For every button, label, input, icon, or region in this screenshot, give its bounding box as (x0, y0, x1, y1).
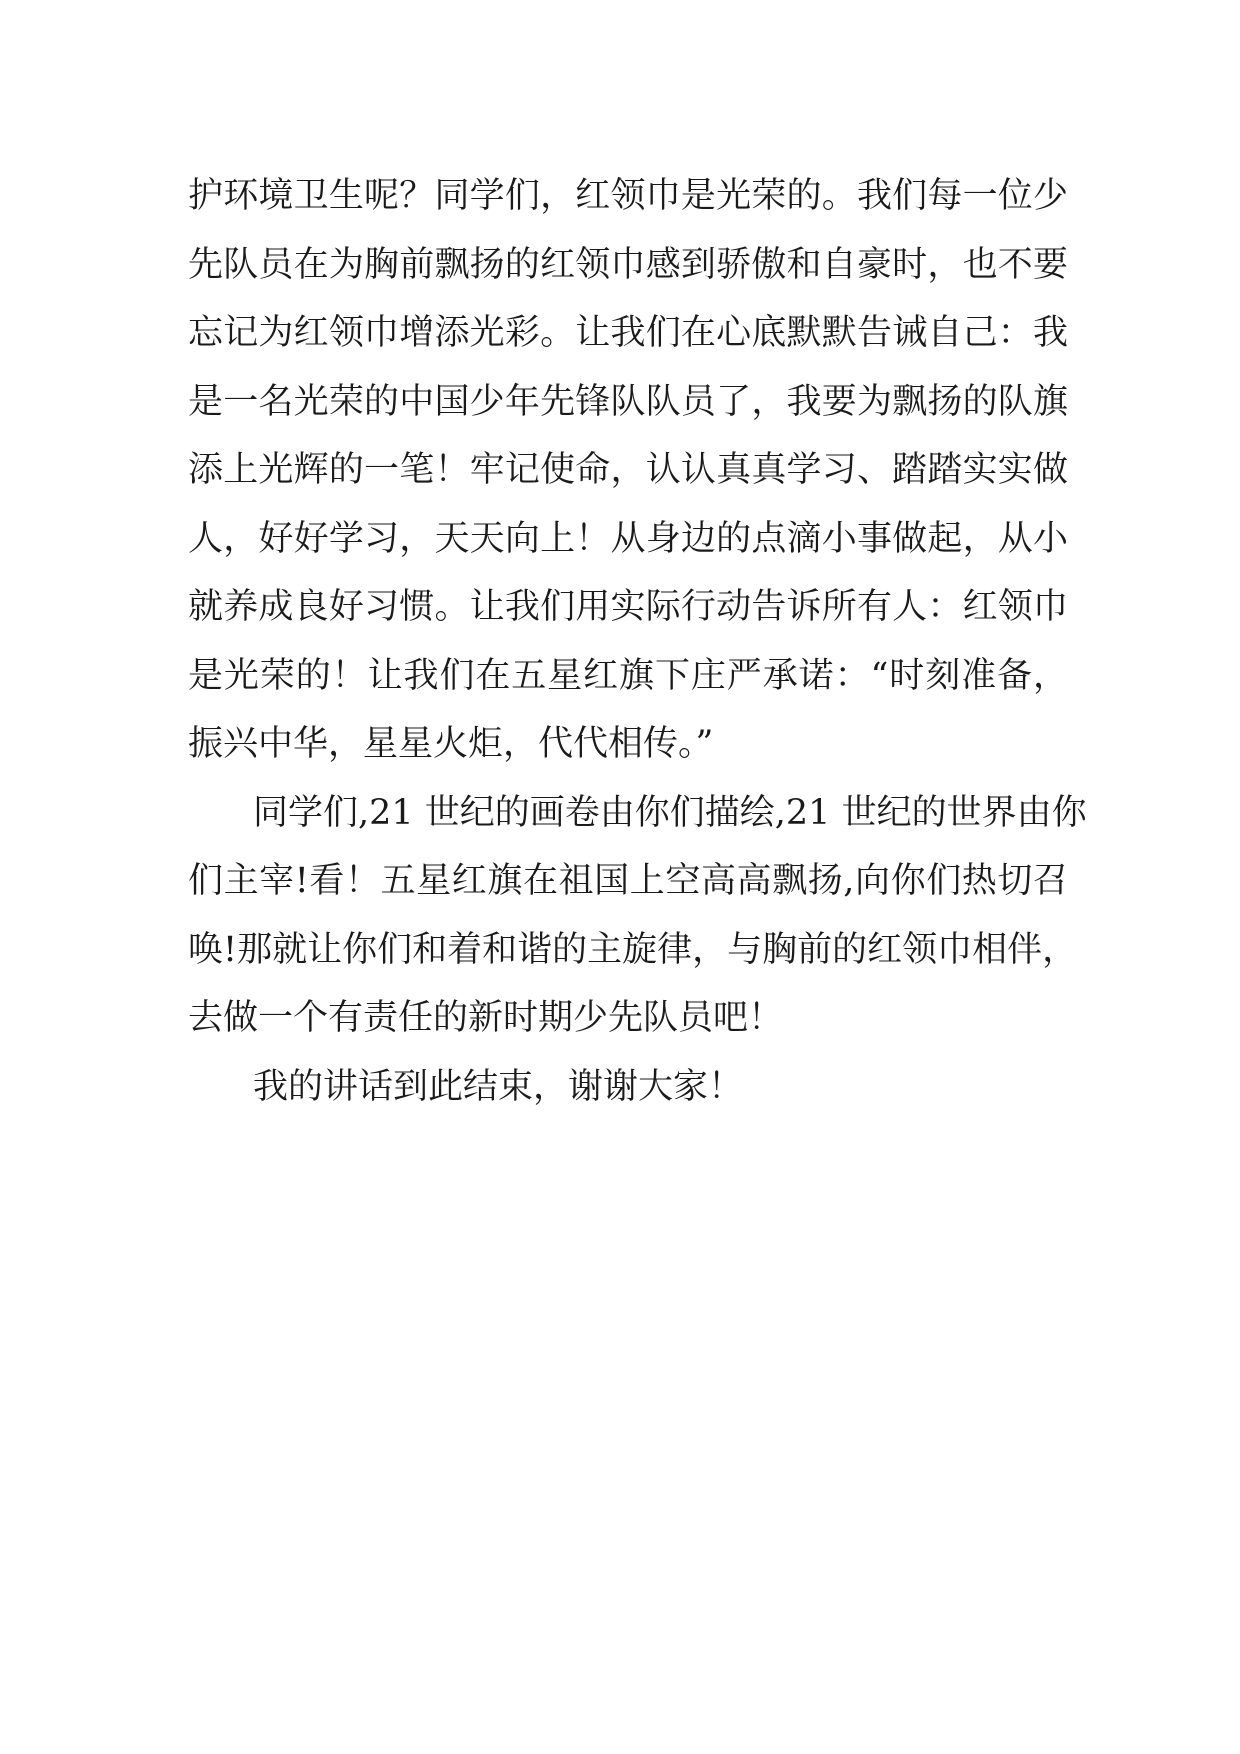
text-line: 同学们,21 世纪的画卷由你们描绘,21 世纪的世界由你 (253, 792, 1087, 833)
text-line: 我的讲话到此结束，谢谢大家！ (253, 1066, 744, 1107)
text-line: 就养成良好习惯。让我们用实际行动告诉所有人：红领巾 (188, 587, 1068, 627)
paragraph-2 (188, 779, 1087, 1053)
text-line: 唤!那就让你们和着和谐的主旋律，与胸前的红领巾相伴， (188, 929, 1078, 970)
text-line: 是光荣的！让我们在五星红旗下庄严承诺：“时刻准备， (188, 655, 1068, 696)
text-line: 护环境卫生呢？同学们，红领巾是光荣的。我们每一位少 (188, 176, 1068, 216)
text-line: 先队员在为胸前飘扬的红领巾感到骄傲和自豪时，也不要 (188, 244, 1068, 285)
document-body (188, 162, 1087, 1121)
text-line: 振兴中华，星星火炬，代代相传。” (188, 724, 714, 764)
text-line: 添上光辉的一笔！牢记使命，认认真真学习、踏踏实实做 (188, 450, 1068, 490)
text-line: 是一名光荣的中国少年先锋队队员了，我要为飘扬的队旗 (188, 381, 1068, 422)
text-line: 去做一个有责任的新时期少先队员吧！ (188, 998, 784, 1038)
paragraph-3 (188, 1053, 1068, 1122)
text-line: 们主宰!看！五星红旗在祖国上空高高飘扬,向你们热切召 (188, 861, 1068, 901)
paragraph-1 (188, 162, 1068, 779)
text-line: 忘记为红领巾增添光彩。让我们在心底默默告诫自己：我 (188, 313, 1068, 353)
text-line: 人，好好学习，天天向上！从身边的点滴小事做起，从小 (188, 518, 1068, 559)
